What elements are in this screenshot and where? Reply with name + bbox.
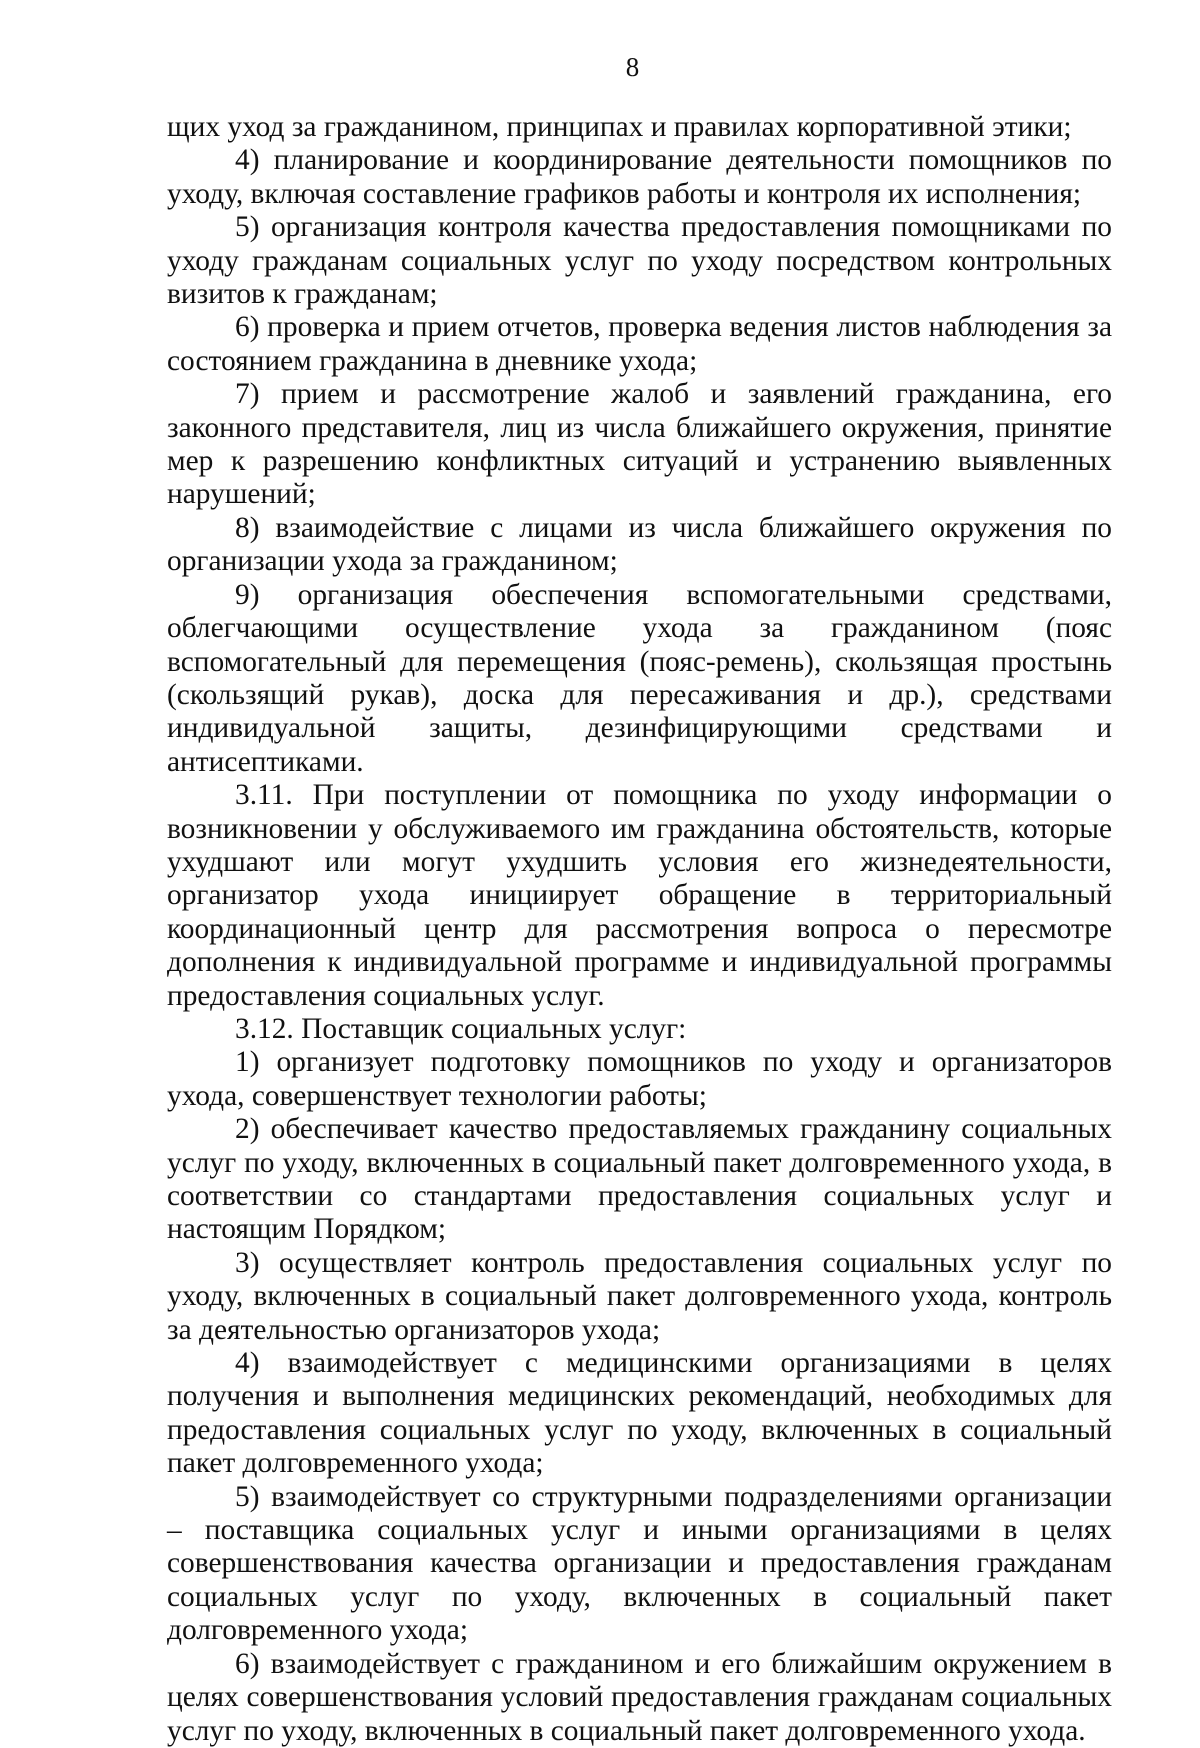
paragraph-3-12-item-5: 5) взаимодействует со структурными подразделениями организации – поставщика социальных услуг и иными организациями в целях совершенствования качества организации и предоставления гражданам социальных услуг по уходу, включенных в социальный пакет долговременного ухода; bbox=[167, 1480, 1112, 1647]
paragraph-item-4: 4) планирование и координирование деятельности помощников по уходу, включая составление графиков работы и контроля их исполнения; bbox=[167, 144, 1112, 210]
paragraph-item-8: 8) взаимодействие с лицами из числа ближайшего окружения по организации ухода за гражданином; bbox=[167, 511, 1112, 578]
paragraph-continuation: щих уход за гражданином, принципах и правилах корпоративной этики; bbox=[167, 111, 1072, 143]
paragraph-item-5: 5) организация контроля качества предоставления помощниками по уходу гражданам социальных услуг по уходу посредством контрольных визитов к гражданам; bbox=[167, 211, 1112, 311]
paragraph-3-12-item-3: 3) осуществляет контроль предоставления социальных услуг по уходу, включенных в социальный пакет долговременного ухода, контроль за деятельностью организаторов ухода; bbox=[167, 1246, 1112, 1346]
paragraph-section-3-11: 3.11. При поступлении от помощника по уходу информации о возникновении у обслуживаемого им гражданина обстоятельств, которые ухудшают или могут ухудшить условия его жизнедеятельности, организатор ухода инициирует обращение в территориальный координационный центр для рассмотрения вопроса о пересмотре дополнения к индивидуальной программе и индивидуальной программы предоставления социальных услуг. bbox=[167, 779, 1112, 1012]
paragraph-3-12-item-2: 2) обеспечивает качество предоставляемых гражданину социальных услуг по уходу, включенных в социальный пакет долговременного ухода, в соответствии со стандартами предоставления социальных услуг и настоящим Порядком; bbox=[167, 1113, 1112, 1246]
paragraph-item-7: 7) прием и рассмотрение жалоб и заявлений гражданина, его законного представителя, лиц из числа ближайшего окружения, принятие мер к разрешению конфликтных ситуаций и устранению выявленных нарушений; bbox=[167, 378, 1112, 511]
paragraph-3-12-item-1: 1) организует подготовку помощников по уходу и организаторов ухода, совершенствует технологии работы; bbox=[167, 1046, 1112, 1112]
paragraph-3-12-item-4: 4) взаимодействует с медицинскими организациями в целях получения и выполнения медицинских рекомендаций, необходимых для предоставления социальных услуг по уходу, включенных в социальный пакет долговременного ухода; bbox=[167, 1347, 1112, 1480]
document-body bbox=[167, 111, 1112, 1748]
page-number: 8 bbox=[625, 52, 640, 82]
paragraph-item-6: 6) проверка и прием отчетов, проверка ведения листов наблюдения за состоянием гражданина в дневнике ухода; bbox=[167, 311, 1112, 377]
paragraph-item-9: 9) организация обеспечения вспомогательными средствами, облегчающими осуществление ухода за гражданином (пояс вспомогательный для перемещения (пояс-ремень), скользящая простынь (скользящий рукав), доска для пересаживания и др.), средствами индивидуальной защиты, дезинфицирующими средствами и антисептиками. bbox=[167, 578, 1112, 778]
paragraph-section-3-12: 3.12. Поставщик социальных услуг: bbox=[235, 1012, 687, 1045]
paragraph-3-12-item-6: 6) взаимодействует с гражданином и его ближайшим окружением в целях совершенствования условий предоставления гражданам социальных услуг по уходу, включенных в социальный пакет долговременного ухода. bbox=[167, 1647, 1112, 1747]
